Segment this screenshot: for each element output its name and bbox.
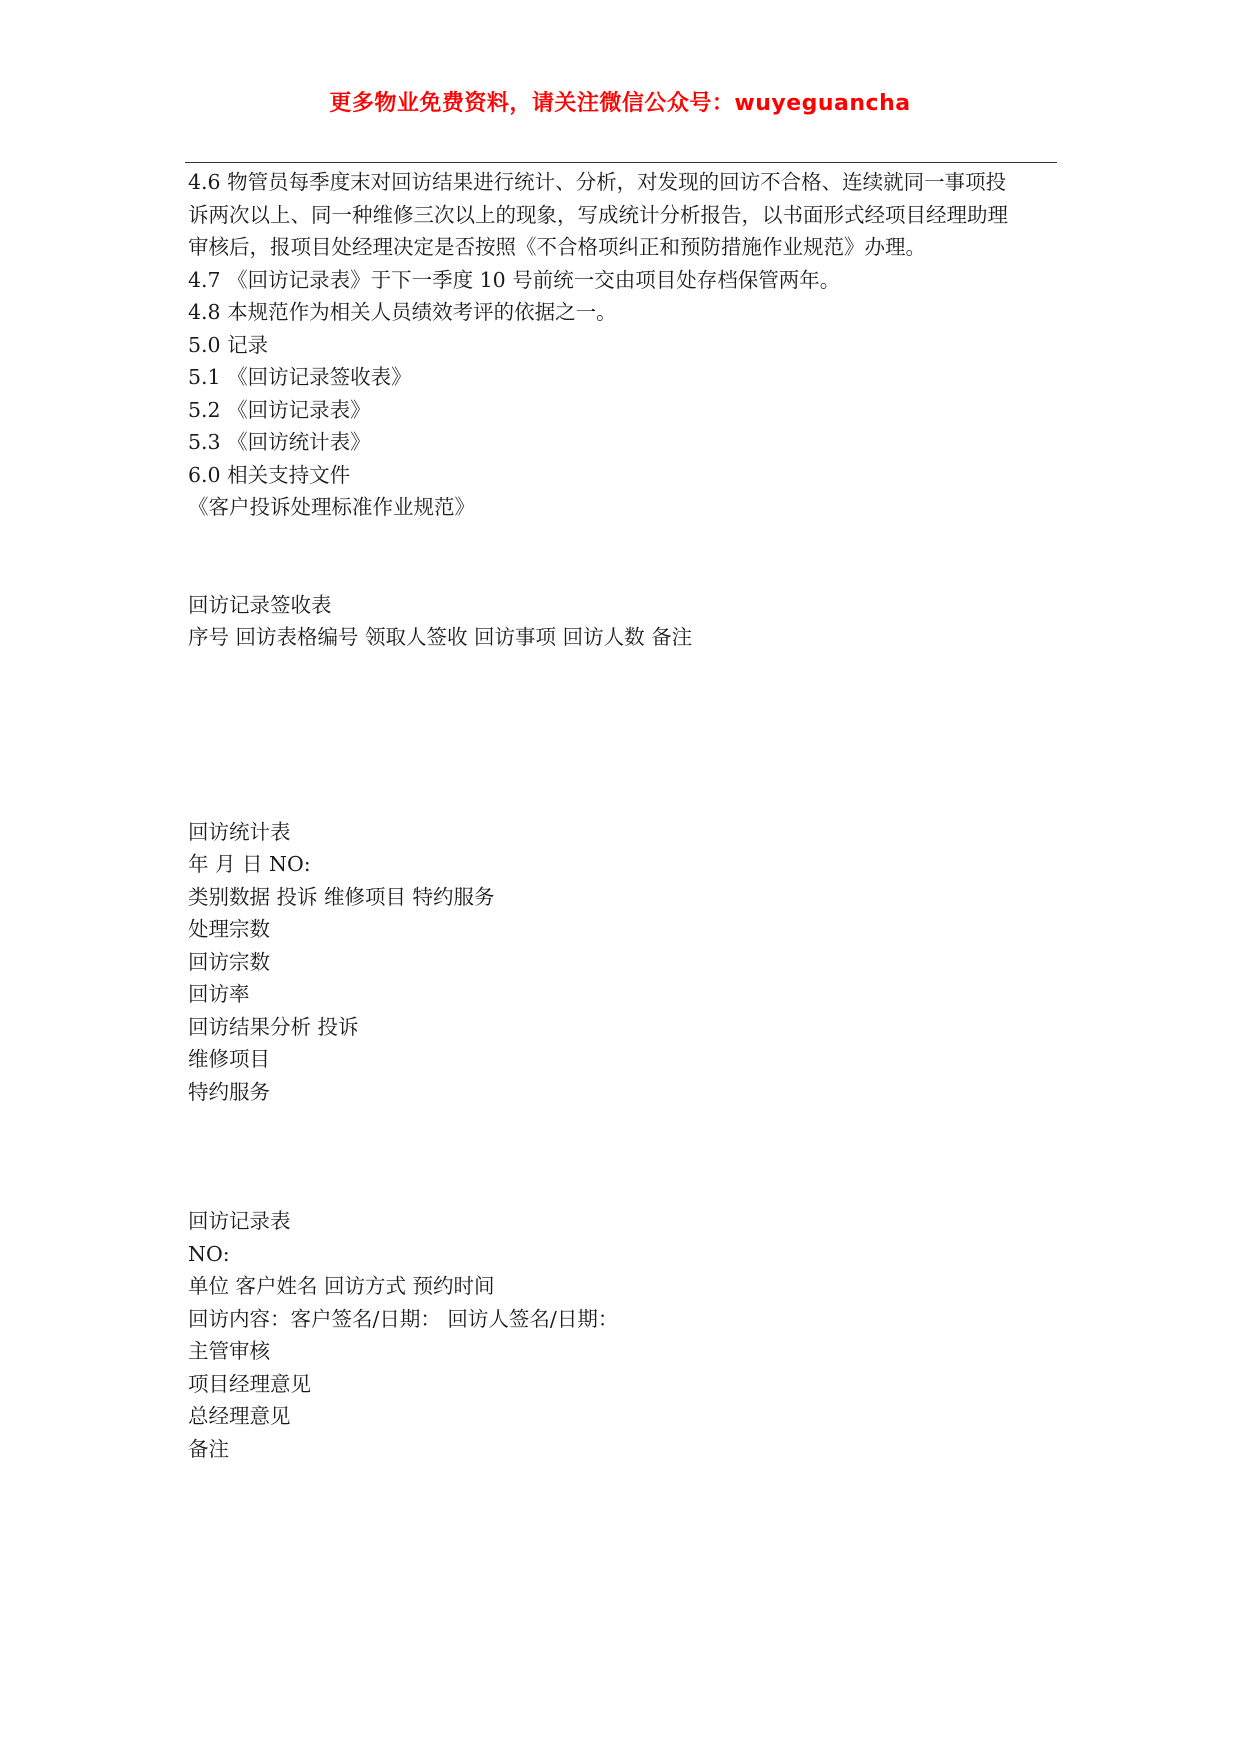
promo-header: 更多物业免费资料，请关注微信公众号：wuyeguancha xyxy=(329,91,911,116)
document-body xyxy=(188,166,1058,1465)
clause-4-8: 4.8 本规范作为相关人员绩效考评的依据之一。 xyxy=(188,300,617,324)
record-form-no: NO: xyxy=(188,1241,230,1266)
stats-form-row: 特约服务 xyxy=(188,1079,270,1104)
stats-form-row: 维修项目 xyxy=(188,1047,270,1071)
stats-form-date-line: 年 月 日 NO: xyxy=(188,852,311,876)
spacer xyxy=(188,524,1058,589)
clause-4-6-line-3: 审核后，报项目处经理决定是否按照《不合格项纠正和预防措施作业规范》办理。 xyxy=(188,235,926,259)
record-form-title: 回访记录表 xyxy=(188,1209,291,1233)
record-item: 5.3 《回访统计表》 xyxy=(188,430,371,454)
record-form-row: 单位 客户姓名 回访方式 预约时间 xyxy=(188,1274,495,1298)
stats-form-row: 回访率 xyxy=(188,982,250,1006)
spacer xyxy=(188,1108,1058,1205)
stats-form-row: 回访结果分析 投诉 xyxy=(188,1014,359,1039)
record-form-row: 备注 xyxy=(188,1436,229,1461)
record-item: 5.1 《回访记录签收表》 xyxy=(188,365,412,389)
record-form-row: 主管审核 xyxy=(188,1339,270,1363)
record-form-row: 总经理意见 xyxy=(188,1404,291,1428)
spacer xyxy=(188,654,1058,816)
record-item: 5.2 《回访记录表》 xyxy=(188,397,371,422)
clause-4-7: 4.7 《回访记录表》于下一季度 10 号前统一交由项目处存档保管两年。 xyxy=(188,267,841,292)
record-form-row: 项目经理意见 xyxy=(188,1371,311,1396)
stats-form-row: 类别数据 投诉 维修项目 特约服务 xyxy=(188,884,495,909)
section-6-heading: 6.0 相关支持文件 xyxy=(188,462,351,487)
header-divider xyxy=(185,162,1057,163)
stats-form-row: 回访宗数 xyxy=(188,949,270,974)
record-form-row: 回访内容：客户签名/日期： 回访人签名/日期： xyxy=(188,1306,619,1331)
clause-4-6-line-1: 4.6 物管员每季度末对回访结果进行统计、分析，对发现的回访不合格、连续就同一事项投 xyxy=(188,170,1007,194)
clause-4-6-line-2: 诉两次以上、同一种维修三次以上的现象，写成统计分析报告，以书面形式经项目经理助理 xyxy=(188,202,1008,227)
signoff-form-columns: 序号 回访表格编号 领取人签收 回访事项 回访人数 备注 xyxy=(188,625,693,649)
stats-form-title: 回访统计表 xyxy=(188,819,291,844)
stats-form-row: 处理宗数 xyxy=(188,917,270,941)
signoff-form-title: 回访记录签收表 xyxy=(188,592,332,617)
section-5-heading: 5.0 记录 xyxy=(188,332,269,357)
supporting-document: 《客户投诉处理标准作业规范》 xyxy=(188,495,475,519)
